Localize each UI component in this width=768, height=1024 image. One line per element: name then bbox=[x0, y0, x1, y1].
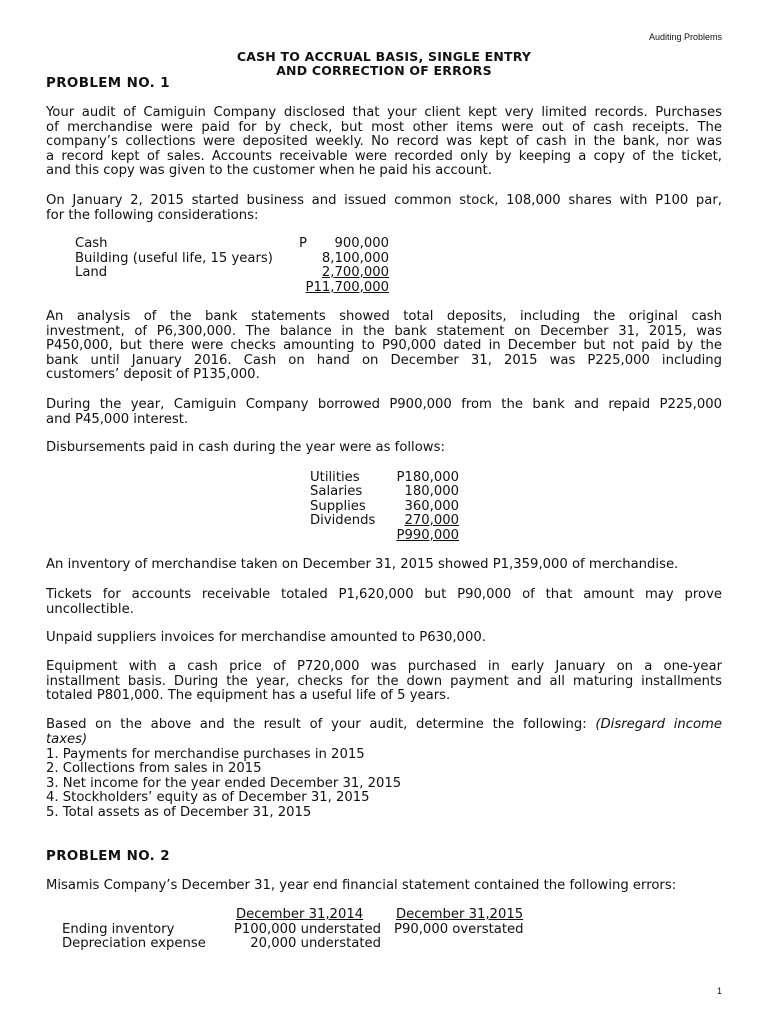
problem-1-paragraph-7 bbox=[46, 588, 722, 617]
disbursement-label: Utilities bbox=[310, 470, 360, 485]
consideration-amount: 900,000 bbox=[334, 236, 389, 251]
problem-1-heading: PROBLEM NO. 1 bbox=[46, 76, 170, 91]
text-line: and P45,000 interest. bbox=[46, 411, 189, 427]
problem-2-heading: PROBLEM NO. 2 bbox=[46, 849, 170, 864]
question-item: 3. Net income for the year ended December 31, 2015 bbox=[46, 776, 402, 791]
consideration-label: Land bbox=[75, 265, 108, 280]
consideration-label: Building (useful life, 15 years) bbox=[75, 251, 273, 266]
problem-1-paragraph-4 bbox=[46, 398, 722, 427]
problem-1-paragraph-5: Disbursements paid in cash during the year were as follows: bbox=[46, 440, 445, 455]
consideration-total: P11,700,000 bbox=[305, 280, 389, 295]
text-line: totaled P801,000. The equipment has a useful life of 5 years. bbox=[46, 688, 451, 704]
text-line: for the following considerations: bbox=[46, 207, 259, 223]
disbursement-amount: 180,000 bbox=[404, 484, 459, 499]
consideration-amount: 8,100,000 bbox=[321, 251, 389, 266]
disbursement-total: P990,000 bbox=[396, 528, 459, 543]
text-line: customers’ deposit of P135,000. bbox=[46, 367, 260, 383]
error-row-label: Ending inventory bbox=[62, 922, 175, 937]
question-item: 2. Collections from sales in 2015 bbox=[46, 761, 262, 776]
text-line: Your audit of Camiguin Company disclosed that your client kept very limited records. Purchases bbox=[46, 105, 722, 120]
disbursement-amount: P180,000 bbox=[396, 470, 459, 485]
text-line: During the year, Camiguin Company borrowed P900,000 from the bank and repaid P225,000 bbox=[46, 397, 722, 412]
problem-2-intro: Misamis Company’s December 31, year end financial statement contained the following errors: bbox=[46, 878, 677, 893]
question-item: 1. Payments for merchandise purchases in 2015 bbox=[46, 747, 365, 762]
problem-1-paragraph-3 bbox=[46, 310, 722, 383]
problem-1-paragraph-6: An inventory of merchandise taken on December 31, 2015 showed P1,359,000 of merchandise. bbox=[46, 557, 679, 572]
disbursement-label: Salaries bbox=[310, 484, 363, 499]
column-header-2015: December 31,2015 bbox=[396, 907, 524, 922]
error-2015-value: P90,000 overstated bbox=[394, 922, 524, 937]
text-line: of merchandise were paid for by check, but most other items were out of cash receipts. The bbox=[46, 119, 722, 135]
text-line: investment, of P6,300,000. The balance in the bank statement on December 31, 2015, was bbox=[46, 323, 722, 339]
disbursement-amount: 360,000 bbox=[404, 499, 459, 514]
problem-1-paragraph-1 bbox=[46, 106, 722, 179]
consideration-amount: 2,700,000 bbox=[321, 265, 389, 280]
text-line bbox=[46, 718, 722, 733]
page-number: 1 bbox=[716, 986, 722, 996]
text-line: P450,000, but there were checks amounting to P90,000 dated in December but not paid by the bbox=[46, 338, 722, 354]
problem-1-paragraph-8: Unpaid suppliers invoices for merchandise amounted to P630,000. bbox=[46, 630, 486, 645]
consideration-label: Cash bbox=[75, 236, 108, 251]
document-title-line-2: AND CORRECTION OF ERRORS bbox=[276, 63, 492, 78]
text-line: On January 2, 2015 started business and issued common stock, 108,000 shares with P100 par, bbox=[46, 193, 722, 208]
text-line: An analysis of the bank statements showed total deposits, including the original cash bbox=[46, 309, 722, 324]
text-line: and this copy was given to the customer when he paid his account. bbox=[46, 163, 492, 179]
problem-1-paragraph-2 bbox=[46, 194, 722, 223]
instruction-text: Based on the above and the result of your audit, determine the following: bbox=[46, 717, 596, 732]
disbursement-label: Supplies bbox=[310, 499, 366, 514]
text-line: uncollectible. bbox=[46, 601, 134, 617]
document-title-line-1: CASH TO ACCRUAL BASIS, SINGLE ENTRY bbox=[236, 49, 532, 64]
consideration-currency: P bbox=[299, 236, 307, 251]
instruction-italic-note: taxes) bbox=[46, 731, 88, 747]
text-line: installment basis. During the year, checks for the down payment and all maturing installments bbox=[46, 673, 722, 689]
error-2014-value: 20,000 understated bbox=[250, 936, 381, 951]
running-header: Auditing Problems bbox=[648, 32, 722, 42]
text-line: bank until January 2016. Cash on hand on December 31, 2015 was P225,000 including bbox=[46, 352, 722, 368]
question-item: 5. Total assets as of December 31, 2015 bbox=[46, 805, 312, 820]
problem-1-paragraph-9 bbox=[46, 660, 722, 704]
text-line: a record kept of sales. Accounts receivable were recorded only by keeping a copy of the ticket, bbox=[46, 148, 722, 164]
text-line: Tickets for accounts receivable totaled P1,620,000 but P90,000 of that amount may prove bbox=[46, 587, 722, 602]
text-line: company’s collections were deposited weekly. No record was kept of cash in the bank, nor was bbox=[46, 134, 722, 150]
instruction-italic-note: (Disregard income bbox=[595, 717, 722, 732]
error-row-label: Depreciation expense bbox=[62, 936, 206, 951]
disbursement-label: Dividends bbox=[310, 513, 376, 528]
disbursement-amount: 270,000 bbox=[404, 513, 459, 528]
error-2014-value: P100,000 understated bbox=[233, 922, 381, 937]
column-header-2014: December 31,2014 bbox=[236, 907, 364, 922]
text-line: Equipment with a cash price of P720,000 was purchased in early January on a one-year bbox=[46, 659, 722, 674]
question-item: 4. Stockholders’ equity as of December 31, 2015 bbox=[46, 790, 370, 805]
problem-1-instructions bbox=[46, 718, 722, 747]
